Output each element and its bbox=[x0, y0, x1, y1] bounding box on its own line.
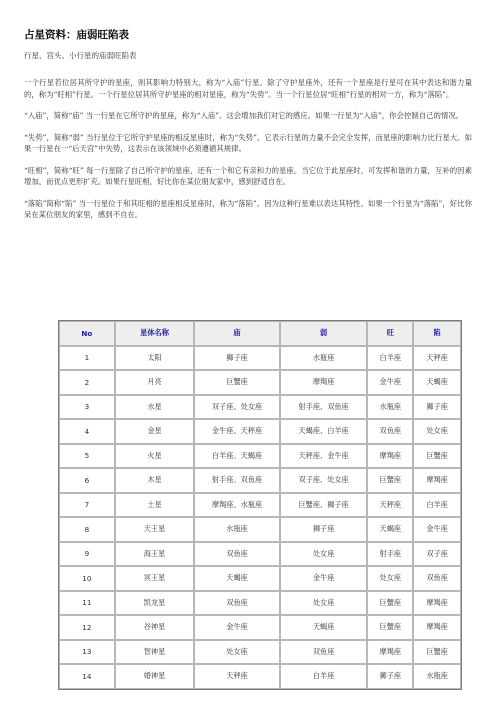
cell-xian: 天秤座 bbox=[413, 346, 461, 371]
cell-no: 9 bbox=[59, 542, 115, 567]
table-row bbox=[59, 615, 461, 640]
cell-wang: 水瓶座 bbox=[367, 395, 413, 420]
cell-ruo: 金牛座 bbox=[280, 566, 368, 591]
cell-miao: 天秤座 bbox=[194, 664, 280, 689]
cell-name: 天王星 bbox=[115, 517, 195, 542]
cell-name: 土星 bbox=[115, 493, 195, 518]
table-row bbox=[59, 395, 461, 420]
cell-name: 智神星 bbox=[115, 640, 195, 665]
cell-wang: 双鱼座 bbox=[367, 419, 413, 444]
header-wang: 旺 bbox=[367, 321, 413, 346]
header-no: No bbox=[59, 321, 115, 346]
cell-xian: 巨蟹座 bbox=[413, 444, 461, 469]
cell-xian: 水瓶座 bbox=[413, 664, 461, 689]
header-name: 星体名称 bbox=[115, 321, 195, 346]
cell-no: 4 bbox=[59, 419, 115, 444]
cell-miao: 巨蟹座 bbox=[194, 370, 280, 395]
dignity-table bbox=[58, 320, 462, 690]
cell-miao: 处女座 bbox=[194, 640, 280, 665]
cell-name: 水星 bbox=[115, 395, 195, 420]
cell-ruo: 天秤座、金牛座 bbox=[280, 444, 368, 469]
cell-no: 14 bbox=[59, 664, 115, 689]
cell-miao: 水瓶座 bbox=[194, 517, 280, 542]
cell-wang: 巨蟹座 bbox=[367, 591, 413, 616]
table-row bbox=[59, 370, 461, 395]
cell-miao: 狮子座 bbox=[194, 346, 280, 371]
cell-no: 8 bbox=[59, 517, 115, 542]
cell-name: 海王星 bbox=[115, 542, 195, 567]
cell-xian: 白羊座 bbox=[413, 493, 461, 518]
cell-ruo: 双鱼座 bbox=[280, 640, 368, 665]
cell-ruo: 狮子座 bbox=[280, 517, 368, 542]
cell-name: 婚神星 bbox=[115, 664, 195, 689]
table-row bbox=[59, 640, 461, 665]
cell-name: 火星 bbox=[115, 444, 195, 469]
cell-ruo: 处女座 bbox=[280, 591, 368, 616]
cell-wang: 处女座 bbox=[367, 566, 413, 591]
paragraph-intro: 一个行星若位居其所守护的星座，则其影响力特别大，称为“入庙”行星。除了守护星座外，还有一个星座是行星可在其中表达和谐力量的，称为“旺相”行星。一个行星位居其所守护星座的相对星座，称为“失势”。当一个行星位居“旺相”行星的相对一方，称为“落陷”。 bbox=[24, 78, 472, 99]
cell-wang: 天秤座 bbox=[367, 493, 413, 518]
cell-miao: 天蝎座 bbox=[194, 566, 280, 591]
cell-no: 3 bbox=[59, 395, 115, 420]
table-row bbox=[59, 419, 461, 444]
cell-miao: 白羊座、天蝎座 bbox=[194, 444, 280, 469]
table-row bbox=[59, 542, 461, 567]
table-row bbox=[59, 517, 461, 542]
table-row bbox=[59, 346, 461, 371]
paragraph-ruo: “失势”，简称“弱” 当行星位于它所守护星座的相反星座时，称为“失势”。它表示行星的力量不会完全发挥，而星座的影响力比行星大。如果一行星在一“后天宫”中失势，这表示在该领域中必须遵循其规律。 bbox=[24, 132, 472, 153]
document-page bbox=[24, 14, 472, 221]
cell-no: 7 bbox=[59, 493, 115, 518]
cell-name: 月亮 bbox=[115, 370, 195, 395]
cell-name: 金星 bbox=[115, 419, 195, 444]
cell-name: 凯龙星 bbox=[115, 591, 195, 616]
paragraph-xian: “落陷”简称“陷” 当一行星位于和其旺相的星座相反星座时，称为“落陷”。因为这种行星难以表达其特性。如果一个行星为“落陷”，好比你呆在某位朋友的家里，感到不自在。 bbox=[24, 198, 472, 219]
cell-no: 12 bbox=[59, 615, 115, 640]
cell-ruo: 双子座、处女座 bbox=[280, 468, 368, 493]
cell-xian: 处女座 bbox=[413, 419, 461, 444]
table-row bbox=[59, 444, 461, 469]
cell-no: 13 bbox=[59, 640, 115, 665]
cell-ruo: 射手座、双鱼座 bbox=[280, 395, 368, 420]
header-xian: 陷 bbox=[413, 321, 461, 346]
cell-name: 木星 bbox=[115, 468, 195, 493]
cell-xian: 摩羯座 bbox=[413, 615, 461, 640]
header-ruo: 弱 bbox=[280, 321, 368, 346]
table-row bbox=[59, 664, 461, 689]
cell-miao: 摩羯座、水瓶座 bbox=[194, 493, 280, 518]
cell-miao: 射手座、双鱼座 bbox=[194, 468, 280, 493]
cell-miao: 双鱼座 bbox=[194, 591, 280, 616]
cell-xian: 摩羯座 bbox=[413, 591, 461, 616]
cell-wang: 白羊座 bbox=[367, 346, 413, 371]
cell-ruo: 白羊座 bbox=[280, 664, 368, 689]
cell-miao: 双子座、处女座 bbox=[194, 395, 280, 420]
cell-miao: 金牛座、天秤座 bbox=[194, 419, 280, 444]
cell-miao: 双鱼座 bbox=[194, 542, 280, 567]
table-row bbox=[59, 493, 461, 518]
cell-ruo: 巨蟹座、狮子座 bbox=[280, 493, 368, 518]
paragraph-wang: “旺相”，简称“旺” 每一行星除了自己所守护的星座，还有一个和它有亲和力的星座。当它位于此星座时，可发挥和谐的力量，互补的因素增加，而优点更形扩充。如果行星旺相，好比你在某位朋友家中，感到舒适自在。 bbox=[24, 165, 472, 186]
cell-no: 11 bbox=[59, 591, 115, 616]
page-subtitle: 行星、宫头、小行星的庙弱旺陷表 bbox=[24, 51, 137, 60]
cell-wang: 巨蟹座 bbox=[367, 468, 413, 493]
cell-wang: 金牛座 bbox=[367, 370, 413, 395]
cell-ruo: 摩羯座 bbox=[280, 370, 368, 395]
cell-no: 5 bbox=[59, 444, 115, 469]
header-miao: 庙 bbox=[194, 321, 280, 346]
table-row bbox=[59, 468, 461, 493]
cell-wang: 狮子座 bbox=[367, 664, 413, 689]
dignity-table-wrapper bbox=[58, 320, 462, 690]
cell-xian: 巨蟹座 bbox=[413, 640, 461, 665]
cell-ruo: 水瓶座 bbox=[280, 346, 368, 371]
cell-xian: 双鱼座 bbox=[413, 566, 461, 591]
table-row bbox=[59, 566, 461, 591]
cell-miao: 金牛座 bbox=[194, 615, 280, 640]
cell-xian: 天蝎座 bbox=[413, 370, 461, 395]
table-row bbox=[59, 591, 461, 616]
cell-no: 2 bbox=[59, 370, 115, 395]
cell-no: 6 bbox=[59, 468, 115, 493]
table-header-row bbox=[59, 321, 461, 346]
cell-xian: 金牛座 bbox=[413, 517, 461, 542]
cell-name: 冥王星 bbox=[115, 566, 195, 591]
cell-wang: 射手座 bbox=[367, 542, 413, 567]
cell-no: 10 bbox=[59, 566, 115, 591]
cell-wang: 天蝎座 bbox=[367, 517, 413, 542]
table-body bbox=[59, 346, 461, 689]
cell-xian: 狮子座 bbox=[413, 395, 461, 420]
cell-wang: 摩羯座 bbox=[367, 640, 413, 665]
page-title: 占星资料：庙弱旺陷表 bbox=[24, 29, 129, 41]
cell-ruo: 天蝎座 bbox=[280, 615, 368, 640]
paragraph-miao: “入庙”，简称“庙” 当一行星在它所守护的星座，称为“入庙”。这会增加我们对它的感应。如果一行星为“入庙”，你会控制自己的情况。 bbox=[24, 111, 464, 120]
cell-xian: 双子座 bbox=[413, 542, 461, 567]
cell-no: 1 bbox=[59, 346, 115, 371]
cell-xian: 摩羯座 bbox=[413, 468, 461, 493]
cell-name: 太阳 bbox=[115, 346, 195, 371]
cell-wang: 巨蟹座 bbox=[367, 615, 413, 640]
cell-wang: 摩羯座 bbox=[367, 444, 413, 469]
cell-name: 谷神星 bbox=[115, 615, 195, 640]
cell-ruo: 处女座 bbox=[280, 542, 368, 567]
cell-ruo: 天蝎座、白羊座 bbox=[280, 419, 368, 444]
